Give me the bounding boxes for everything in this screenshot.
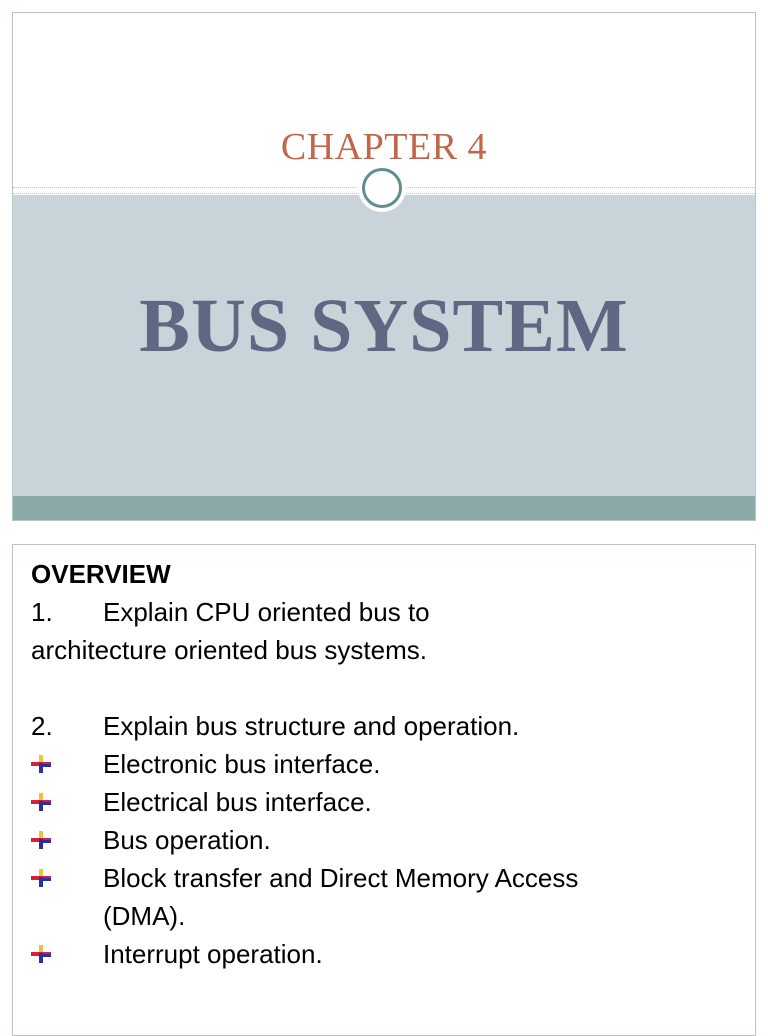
bullet-item	[31, 745, 745, 783]
item-text: Explain bus structure and operation.	[103, 711, 520, 741]
item-text: Explain CPU oriented bus to	[103, 597, 430, 627]
footer-bar	[13, 496, 755, 520]
cross-bullet-icon	[31, 783, 103, 821]
list-item	[31, 707, 745, 745]
chapter-label: CHAPTER 4	[280, 126, 488, 168]
list-item	[31, 593, 745, 631]
cross-bullet-icon	[31, 745, 103, 783]
item-text-continuation: architecture oriented bus systems.	[31, 635, 427, 665]
bullet-text-line: (DMA).	[103, 901, 186, 931]
overview-heading: OVERVIEW	[31, 559, 171, 589]
slide-title: BUS SYSTEM	[139, 284, 629, 368]
overview-content	[31, 555, 745, 973]
bullet-text-line: Block transfer and Direct Memory Access	[103, 863, 579, 893]
overview-slide	[12, 544, 756, 1036]
circle-ornament-icon	[362, 168, 402, 208]
bullet-item	[31, 859, 745, 935]
title-slide	[12, 12, 756, 521]
bullet-text: Interrupt operation.	[103, 939, 323, 969]
bullet-item	[31, 783, 745, 821]
bullet-item	[31, 821, 745, 859]
bullet-text: Bus operation.	[103, 825, 271, 855]
cross-bullet-icon	[31, 859, 103, 935]
bullet-text: Electronic bus interface.	[103, 749, 381, 779]
cross-bullet-icon	[31, 821, 103, 859]
spacer	[31, 669, 745, 707]
item-number: 1.	[31, 597, 53, 627]
bullet-text	[103, 859, 578, 935]
item-number: 2.	[31, 711, 53, 741]
cross-bullet-icon	[31, 935, 103, 973]
bullet-item	[31, 935, 745, 973]
bullet-text: Electrical bus interface.	[103, 787, 372, 817]
